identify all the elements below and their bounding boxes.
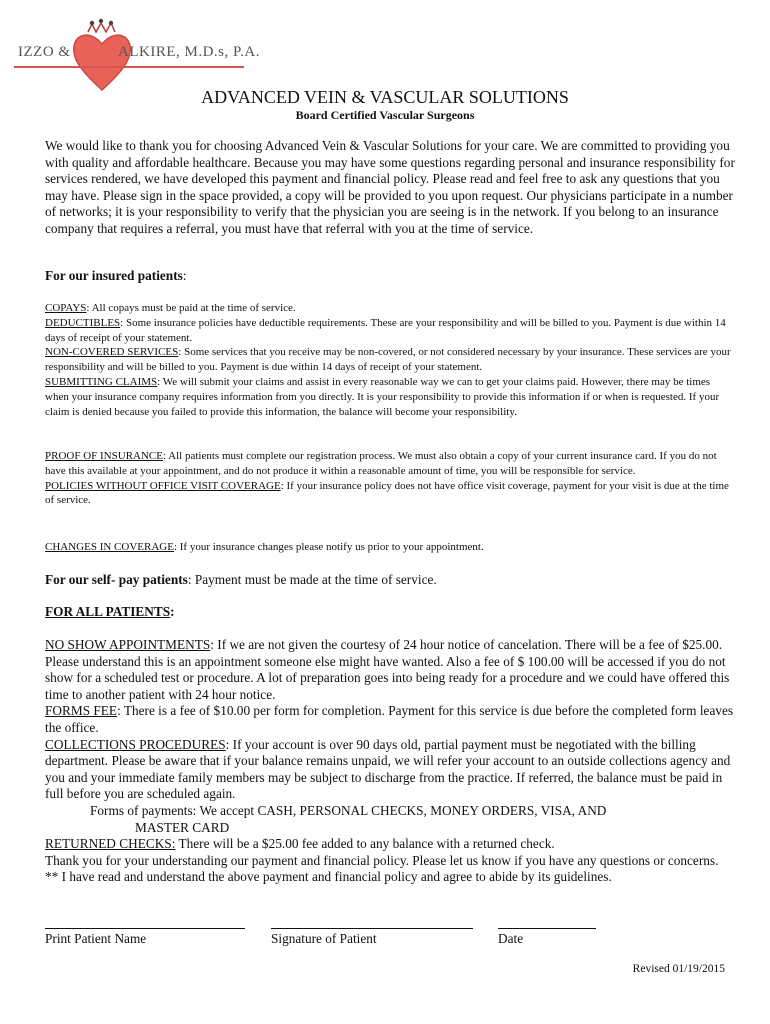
signature-line[interactable] [271, 928, 473, 929]
all-patients-body [45, 637, 735, 886]
proof-term: PROOF OF INSURANCE [45, 450, 163, 462]
changes-paragraph [45, 540, 735, 555]
insured-heading-text: For our insured patients [45, 268, 183, 283]
date-line[interactable] [498, 928, 596, 929]
all-patients-heading [45, 604, 735, 621]
noshow-term: NO SHOW APPOINTMENTS [45, 637, 211, 652]
logo-right-text: ALKIRE, M.D.s, P.A. [118, 44, 261, 60]
payments-line-2: MASTER CARD [135, 819, 230, 835]
noncovered-term: NON-COVERED SERVICES [45, 346, 179, 359]
claims-term: SUBMITTING CLAIMS [45, 375, 158, 388]
acknowledgement-text: ** I have read and understand the above payment and financial policy and agree to abide by its guidelines. [45, 869, 612, 885]
forms-text: : There is a fee of $10.00 per form for completion. Payment for this service is due before the completed form leaves the office. [45, 703, 734, 735]
print-name-label: Print Patient Name [45, 931, 147, 946]
selfpay-text: : Payment must be made at the time of service. [187, 572, 437, 587]
collections-term: COLLECTIONS PROCEDURES [45, 736, 226, 752]
deductibles-term: DEDUCTIBLES [45, 316, 121, 329]
intro-paragraph: We would like to thank you for choosing Advanced Vein & Vascular Solutions for your care. We are committed to providing you with quality and affordable healthcare. Because you may have some questions regarding personal and insurance responsibility for services rendered, we have developed this payment and financial policy. Please read and feel free to ask any questions that you may have. Please sign in the space provided, a copy will be provided to you upon request. Our physicians participate in a number of networks; it is your responsibility to verify that the physician you are seeing is in the network. If you belong to an insurance company that requires a referral, you must have that referral with you at the time of service. [45, 138, 735, 236]
payments-line-1: Forms of payments: We accept CASH, PERSONAL CHECKS, MONEY ORDERS, VISA, AND [90, 802, 607, 818]
date-label: Date [498, 931, 524, 946]
revised-date: Revised 01/19/2015 [632, 963, 725, 975]
returned-term: RETURNED CHECKS: [45, 836, 176, 852]
signature-label: Signature of Patient [271, 931, 377, 946]
changes-text: : If your insurance changes please notify us prior to your appointment. [173, 541, 484, 553]
logo-underline [14, 66, 244, 68]
forms-term: FORMS FEE [45, 703, 118, 719]
copays-term: COPAYS [45, 302, 87, 314]
noshow-text: : If we are not given the courtesy of 24 hour notice of cancelation. There will be a fee of $25.00. Please understand this is an appointment someone else might have wanted. Also a fee of $ 100.00 will be accessed if you do not show for a scheduled test or procedure. A lot of preparation goes into being ready for a procedure and we could have offered this time to another patient with 24 hour notice. [45, 637, 730, 702]
page-title: ADVANCED VEIN & VASCULAR SOLUTIONS [201, 87, 569, 107]
insured-section-1 [45, 301, 735, 419]
collections-text: : If your account is over 90 days old, partial payment must be negotiated with the billing department. Please be aware that if your balance remains unpaid, we will refer your account to an outside collections agency and you and your immediate family members may be subject to discharge from the practice. If referred, the balance must be paid in full before you are scheduled again. [45, 736, 731, 802]
deductibles-text: : Some insurance policies have deductible requirements. These are your responsibility and will be billed to you. Payment is due within 14 days of receipt of your statement. [45, 316, 726, 344]
policies-text: : If your insurance policy does not have office visit coverage, payment for your visit is due at the time of service. [45, 479, 729, 507]
claims-text: : We will submit your claims and assist in every reasonable way we can to get your claims paid. However, there may be times when your insurance company requires information from you directly. It is your responsibility to provide this information if or when is requested. If your claim is denied because you failed to provide this information, the balance will become your responsibility. [45, 375, 720, 418]
page-subtitle: Board Certified Vascular Surgeons [295, 108, 475, 122]
noncovered-text: : Some services that you receive may be non-covered, or not considered necessary by your insurance. These services are your responsibility and will be billed to you. Payment is due within 14 days of receipt of your statement. [45, 346, 731, 374]
insured-heading [45, 268, 735, 285]
all-heading-colon: : [170, 604, 175, 619]
proof-text: : All patients must complete our registration process. We must also obtain a copy of your current insurance card. If you do not have this available at your appointment, and do not produce it within a reasonable amount of time, you will be responsible for service. [45, 450, 717, 477]
practice-logo [14, 14, 274, 94]
copays-text: : All copays must be paid at the time of service. [86, 302, 296, 314]
selfpay-paragraph [45, 572, 735, 589]
insured-section-2 [45, 449, 735, 508]
returned-text: There will be a $25.00 fee added to any balance with a returned check. [175, 836, 555, 852]
all-heading-text: FOR ALL PATIENTS [45, 604, 171, 619]
thanks-text: Thank you for your understanding our payment and financial policy. Please let us know if you have any questions or concerns. [45, 852, 719, 868]
selfpay-heading: For our self- pay patients [45, 572, 188, 587]
policies-term: POLICIES WITHOUT OFFICE VISIT COVERAGE [45, 479, 281, 492]
logo-left-text: IZZO & [18, 44, 71, 60]
insured-heading-colon: : [182, 268, 187, 283]
changes-term: CHANGES IN COVERAGE [45, 541, 174, 553]
print-name-line[interactable] [45, 928, 245, 929]
